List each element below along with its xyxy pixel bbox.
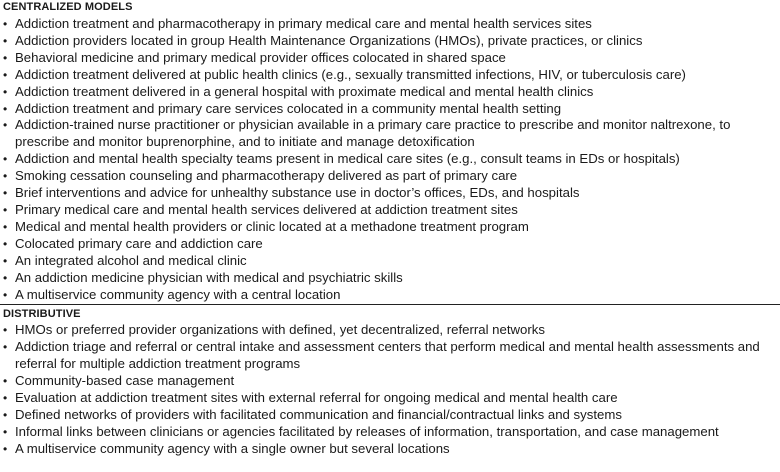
bullet-icon: • (3, 441, 8, 456)
list-item (1, 50, 780, 67)
bullet-icon: • (3, 152, 8, 167)
list-item (1, 253, 780, 270)
bullet-icon: • (3, 186, 8, 201)
bullet-icon: • (3, 202, 8, 217)
section-heading-centralized: CENTRALIZED MODELS (3, 1, 133, 13)
list-item (1, 202, 780, 219)
list-item (1, 373, 780, 390)
list-item-text: Defined networks of providers with facilitated communication and financial/contractual links and systems (15, 406, 622, 422)
bullet-icon: • (3, 270, 8, 285)
bullet-icon: • (3, 236, 8, 251)
list-item (1, 117, 780, 151)
list-item (1, 322, 780, 339)
list-item (1, 16, 780, 33)
list-item (1, 185, 780, 202)
bullet-icon: • (3, 84, 8, 99)
list-item-text: Addiction treatment delivered in a general hospital with proximate medical and mental health clinics (15, 83, 594, 99)
list-item-text: Primary medical care and mental health services delivered at addiction treatment sites (15, 201, 518, 217)
section-distributive (0, 307, 780, 457)
list-item (1, 287, 780, 304)
list-item-text: HMOs or preferred provider organizations with defined, yet decentralized, referral networks (15, 322, 545, 338)
bullet-icon: • (3, 340, 8, 355)
list-item-text: Evaluation at addiction treatment sites with external referral for ongoing medical and mental health care (15, 390, 618, 406)
list-item-text: An integrated alcohol and medical clinic (15, 252, 247, 268)
list-item-text: A multiservice community agency with a single owner but several locations (15, 440, 450, 456)
bullet-icon: • (3, 219, 8, 234)
list-item-text: Community-based case management (15, 373, 235, 389)
list-item (1, 441, 780, 458)
distributive-list (1, 322, 780, 457)
list-item (1, 390, 780, 407)
list-item-text: Behavioral medicine and primary medical provider offices colocated in shared space (15, 49, 506, 65)
list-item (1, 339, 780, 373)
list-item-text: Addiction-trained nurse practitioner or physician available in a primary care practice to prescribe and monitor naltrexone, to prescribe and monitor buprenorphine, and to initiate and manage detoxification (15, 117, 731, 150)
bullet-icon: • (3, 253, 8, 268)
list-item (1, 219, 780, 236)
bullet-icon: • (3, 323, 8, 338)
bullet-icon: • (3, 118, 8, 133)
list-item-text: Addiction treatment delivered at public health clinics (e.g., sexually transmitted infections, HIV, or tuberculosis care) (15, 66, 686, 82)
list-item-text: Medical and mental health providers or clinic located at a methadone treatment program (15, 218, 529, 234)
list-item (1, 236, 780, 253)
list-item (1, 84, 780, 101)
list-item (1, 33, 780, 50)
list-item (1, 270, 780, 287)
section-divider (0, 304, 780, 305)
bullet-icon: • (3, 391, 8, 406)
list-item (1, 151, 780, 168)
bullet-icon: • (3, 33, 8, 48)
list-item-text: Colocated primary care and addiction care (15, 235, 263, 251)
list-item-text: Informal links between clinicians or agencies facilitated by releases of information, transportation, and case management (15, 423, 719, 439)
list-item-text: Addiction and mental health specialty teams present in medical care sites (e.g., consult teams in EDs or hospitals) (15, 151, 680, 167)
bullet-icon: • (3, 101, 8, 116)
section-heading-distributive: DISTRIBUTIVE (3, 308, 81, 321)
list-item (1, 168, 780, 185)
list-item (1, 67, 780, 84)
bullet-icon: • (3, 424, 8, 439)
bullet-icon: • (3, 17, 8, 31)
centralized-list (1, 16, 780, 303)
bullet-icon: • (3, 67, 8, 82)
list-item-text: Smoking cessation counseling and pharmacotherapy delivered as part of primary care (15, 168, 518, 184)
bullet-icon: • (3, 407, 8, 422)
list-item-text: Brief interventions and advice for unhealthy substance use in doctor’s offices, EDs, and hospitals (15, 185, 580, 201)
list-item-text: Addiction providers located in group Health Maintenance Organizations (HMOs), private practices, or clinics (15, 32, 643, 48)
list-item (1, 424, 780, 441)
list-item-text: A multiservice community agency with a central location (15, 286, 341, 302)
bullet-icon: • (3, 169, 8, 184)
list-item-text: Addiction treatment and pharmacotherapy in primary medical care and mental health services sites (15, 16, 592, 31)
bullet-icon: • (3, 374, 8, 389)
list-item-text: Addiction treatment and primary care services colocated in a community mental health setting (15, 100, 562, 116)
list-item-text: An addiction medicine physician with medical and psychiatric skills (15, 269, 403, 285)
bullet-icon: • (3, 287, 8, 302)
list-item (1, 407, 780, 424)
list-item (1, 101, 780, 118)
bullet-icon: • (3, 50, 8, 65)
list-item-text: Addiction triage and referral or central intake and assessment centers that perform medical and mental health assessments and referral for multiple addiction treatment programs (15, 339, 760, 372)
